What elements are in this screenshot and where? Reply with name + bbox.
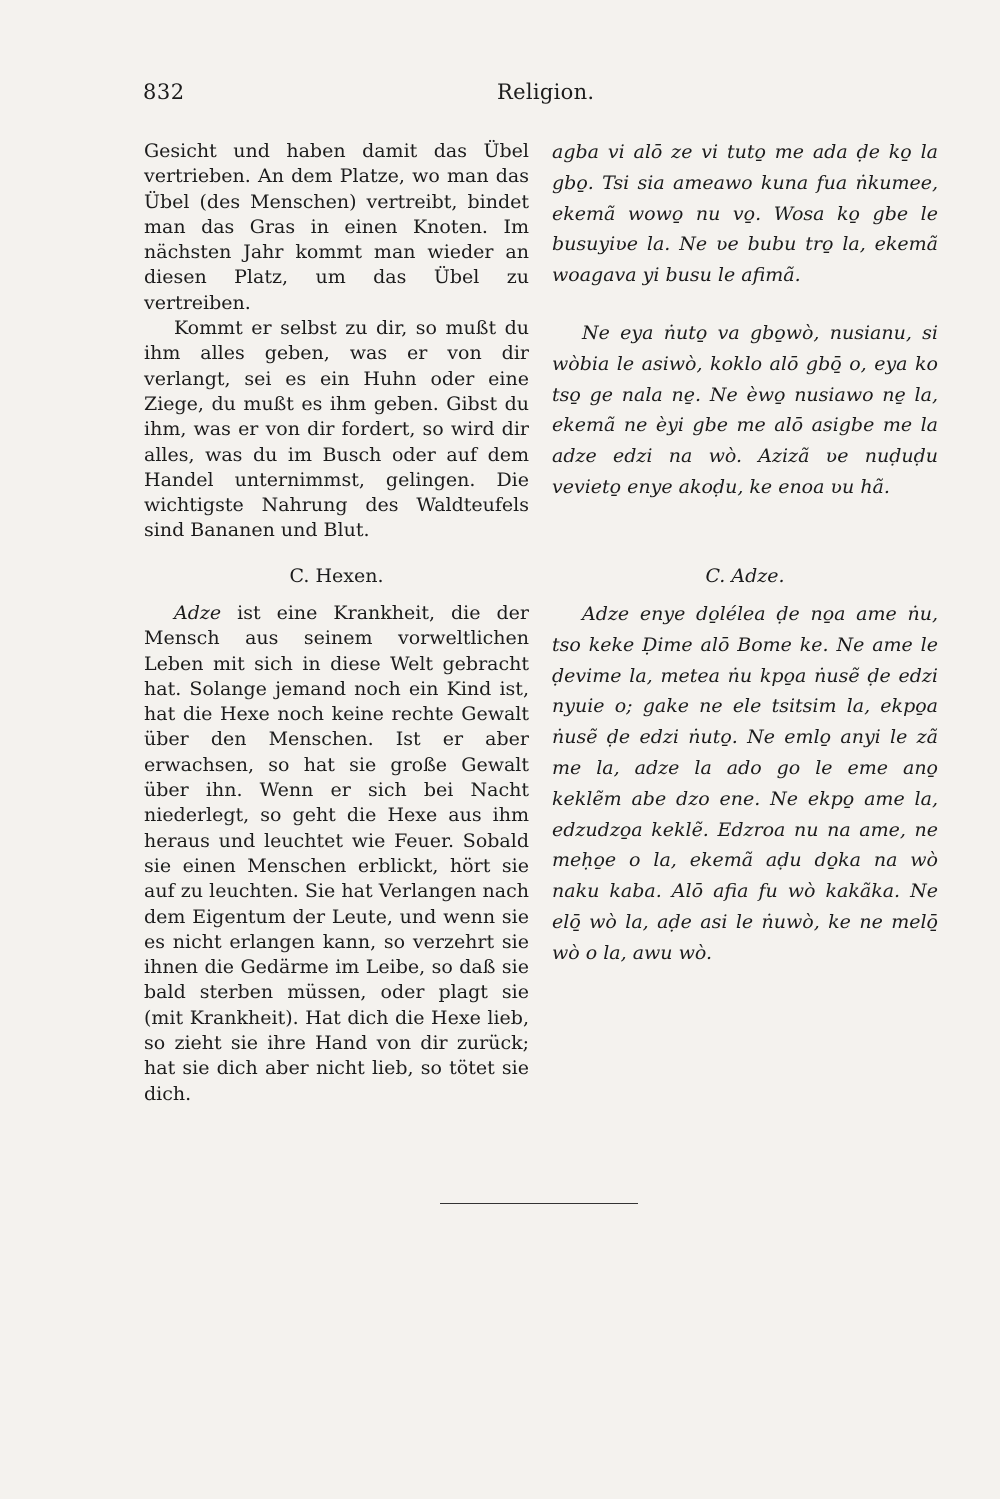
left-paragraph-2: Kommt er selbst zu dir, so mußt du ihm alles geben, was er von dir verlangt, sei es ein Huhn oder eine Ziege, du mußt es ihm geben. Gibst du ihm, was er von dir fordert, so wird dir alles, was du im Busch oder auf dem Handel unternimmst, gelingen. Die wichtigste Nahrung des Waldteufels sind Bananen und Blut. [144,317,529,542]
section-heading-adze: C. Adze. [705,565,785,587]
end-rule [440,1203,638,1204]
adze-term: Adze [174,602,222,624]
page-number: 832 [143,80,185,104]
right-column-section [552,599,938,969]
right-paragraph-1: agba vi alō ze vi tuto̱ me ada ḍe ko̱ la gbo̱. Tsi sia ameawo kuna fua ṅkumee, ekemã wowo̱ nu vo̱. Wosa ko̱ gbe le busuyiʋe la. Ne ʋe bubu tro̱ la, ekemã woagava yi busu le afimã. [552,141,938,287]
right-section-paragraph: Adze enye do̱lélea ḍe no̱a ame ṅu, tso keke Ḍime alō Bome ke. Ne ame le ḍevime la, metea ṅu kpo̱a ṅusẽ ḍe edzi nyuie o; gake ne ele tsitsim la, ekpo̱a ṅusẽ ḍe edzi ṅuto̱. Ne emlo̱ anyi le zã me la, adze la ado go le eme ano̱ keklẽm abe dzo ene. Ne ekpo̱ ame la, edzudzo̱a keklẽ. Edzroa nu na ame, ne meḥo̱e o la, ekemã aḍu do̱ka na wò naku kaba. Alō afia fu wò kakãka. Ne elō̱ wò la, aḍe asi le ṅuwò, ke ne melō̱ wò o la, awu wò. [552,603,938,964]
left-paragraph-1: Gesicht und haben damit das Übel vertrieben. An dem Platze, wo man das Übel (des Menschen) vertreibt, bindet man das Gras in einen Knoten. Im nächsten Jahr kommt man wieder an diesen Platz, um das Übel zu vertreiben. [144,140,529,314]
right-column-top [552,137,938,503]
left-section-paragraph [144,601,529,1107]
section-heading-hexen: C. Hexen. [289,565,384,587]
running-head: Religion. [497,80,595,104]
left-column-section [144,601,529,1107]
left-column-top [144,139,529,544]
left-section-text: ist eine Krankheit, die der Mensch aus seinem vorweltlichen Leben mit sich in diese Welt gebracht hat. Solange jemand noch ein Kind ist, hat die Hexe noch keine rechte Gewalt über den Menschen. Ist er aber erwachsen, so hat sie große Gewalt über ihn. Wenn er sich bei Nacht niederlegt, so geht die Hexe aus ihm heraus und leuchtet wie Feuer. Sobald sie einen Menschen erblickt, hört sie auf zu leuchten. Sie hat Verlangen nach dem Eigentum der Leute, und wenn sie es nicht erlangen kann, so verzehrt sie ihnen die Gedärme im Leibe, so daß sie bald sterben müssen, oder plagt sie (mit Krankheit). Hat dich die Hexe lieb, so zieht sie ihre Hand von dir zurück; hat sie dich aber nicht lieb, so tötet sie dich. [144,602,529,1105]
right-paragraph-2: Ne eya ṅuto̱ va gbo̱wò, nusianu, si wòbia le asiwò, koklo alō gbō̱ o, eya ko tso̱ ge nala ne̱. Ne èwo̱ nusiawo ne̱ la, ekemã ne èyi gbe me alō asigbe me la adze edzi na wò. Azizã ʋe nuḍuḍu vevieto̱ enye akoḍu, ke enoa ʋu hã. [552,321,938,498]
